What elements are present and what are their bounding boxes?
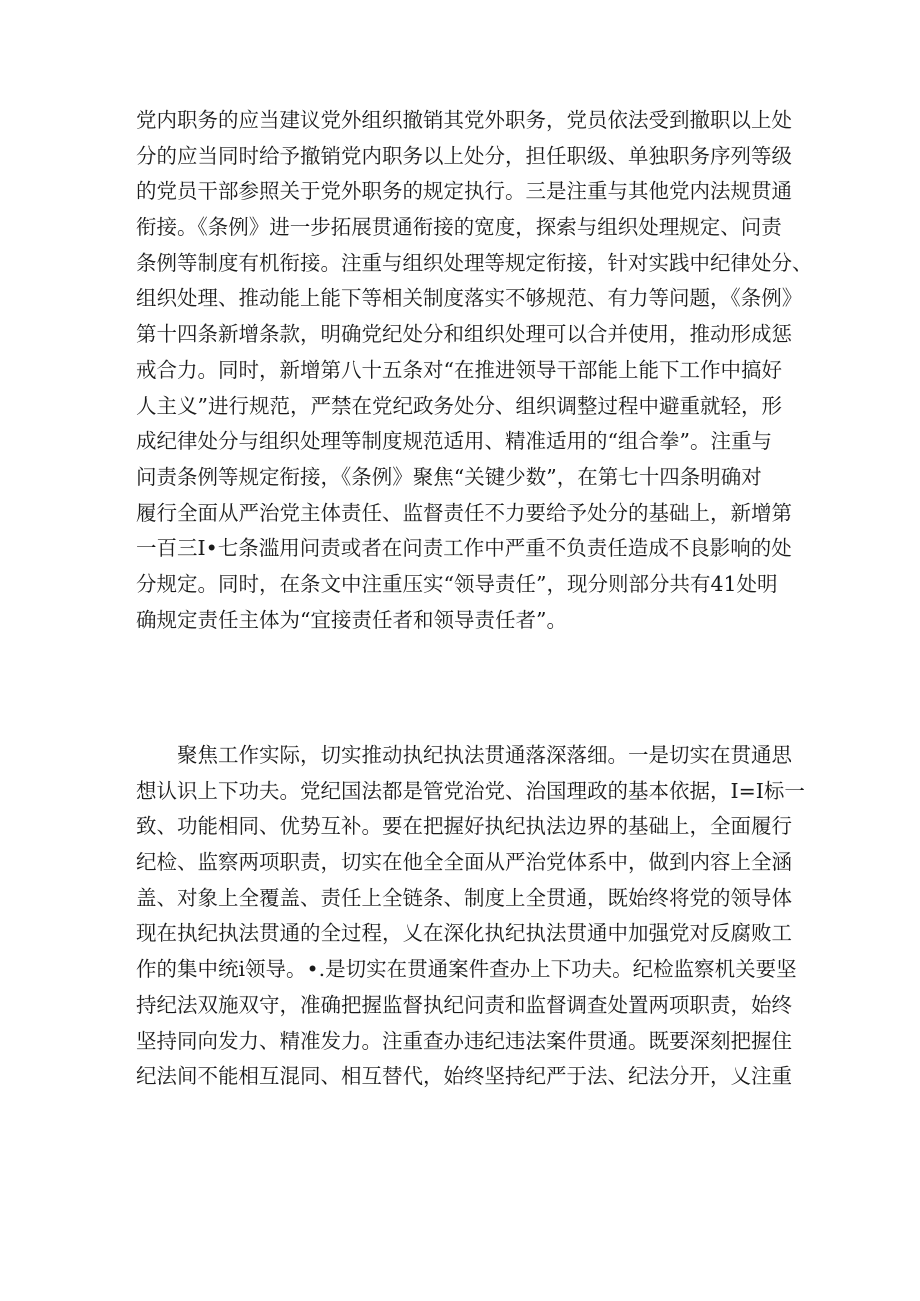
text-line: 第十四条新增条款，明确党纪处分和组织处理可以合并使用，推动形成惩 — [136, 322, 792, 347]
text-line: 现在执纪执法贯通的全过程，乂在深化执纪执法贯通中加强党对反腐败工 — [136, 921, 792, 946]
text-line: 的党员干部参照关于党外职务的规定执行。三是注重与其他党内法规贯通 — [136, 179, 792, 204]
paragraph-1 — [136, 103, 813, 638]
text-line: 人主义”进行规范，严禁在党纪政务处分、组织调整过程中避重就轻，形 — [136, 393, 782, 418]
text-line: 条例等制度有机衔接。注重与组织处理等规定衔接，针对实践中纪律处分、 — [136, 250, 813, 275]
text-line: 衔接。《条例》进一步拓展贯通衔接的宽度，探索与组织处理规定、问责 — [136, 215, 782, 240]
text-line: 戒合力。同时，新增第八十五条对“在推进领导干部能上能下工作中搞好 — [136, 357, 782, 382]
text-line: 党内职务的应当建议党外组织撤销其党外职务，党员依法受到撤职以上处 — [136, 108, 792, 132]
text-line: 组织处理、推动能上能下等相关制度落实不够规范、有力等问题，《条例》 — [136, 286, 803, 311]
text-line: 纪检、监察两项职责，切实在他全全面从严治党体系中，做到内容上全涵 — [136, 850, 792, 875]
text-line: 纪法间不能相互混同、相互替代，始终坚持纪严于法、纪法分开，乂注重 — [136, 1064, 792, 1089]
text-line: 想认识上下功夫。党纪国法都是管党治党、治国理政的基本依据，I=I标一 — [136, 778, 805, 803]
text-line: 确规定责任主体为“宜接责任者和领导责任者”。 — [136, 607, 567, 632]
text-line: 问责条例等规定衔接，《条例》聚焦“关键少数”，在第七十四条明确对 — [136, 464, 762, 489]
text-line: 坚持同向发力、精准发力。注重查办违纪违法案件贯通。既要深刻把握住 — [136, 1028, 792, 1053]
text-line: 分的应当同时给予撤销党内职务以上处分，担任职级、单独职务序列等级 — [136, 143, 792, 168]
text-line: 聚焦工作实际，切实推动执纪执法贯通落深落细。一是切实在贯通思 — [177, 743, 792, 767]
paragraph-2 — [136, 738, 805, 1095]
text-line: 成纪律处分与组织处理等制度规范适用、精准适用的“组合拳”。注重与 — [136, 429, 772, 454]
text-line: 持纪法双施双守，准确把握监督执纪问责和监督调查处置两项职责，始终 — [136, 992, 792, 1017]
text-line: 一百三I•七条滥用问责或者在问责工作中严重不负责任造成不良影响的处 — [136, 536, 792, 561]
text-line: 分规定。同时，在条文中注重压实“领导责任”，现分则部分共有41处明 — [136, 571, 778, 596]
text-line: 作的集中统i领导。•.是切实在贯通案件查办上下功夫。纪检监察机关要坚 — [136, 957, 797, 982]
text-line: 履行全面从严治党主体责任、监督责任不力要给予处分的基础上，新增第 — [136, 500, 792, 525]
text-line: 致、功能相同、优势互补。要在把握好执纪执法边界的基础上，全面履行 — [136, 814, 792, 839]
text-line: 盖、对象上全覆盖、责任上全链条、制度上全贯通，既始终将党的领导体 — [136, 885, 792, 910]
